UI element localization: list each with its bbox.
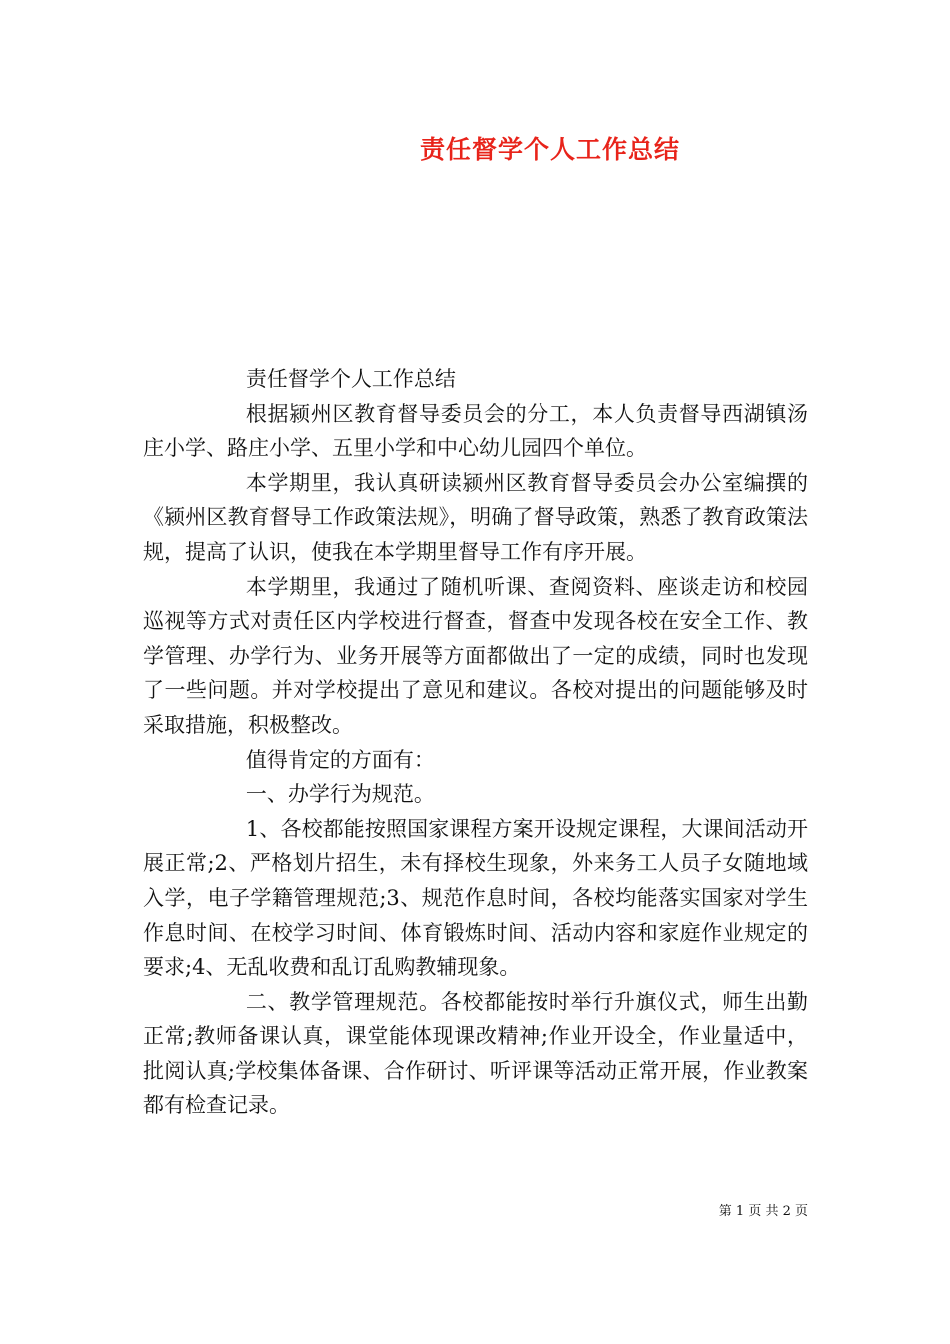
body-paragraph: 值得肯定的方面有： [245, 747, 435, 772]
body-paragraph: 根据颍州区教育督导委员会的分工，本人负责督导西湖镇汤庄小学、路庄小学、五里小学和中心幼儿园四个单位。 [143, 401, 808, 461]
body-paragraph: 1、各校都能按照国家课程方案开设规定课程，大课间活动开展正常;2、严格划片招生，未有择校生现象，外来务工人员子女随地域入学，电子学籍管理规范;3、规范作息时间，各校均能落实国家对学生作息时间、在校学习时间、体育锻炼时间、活动内容和家庭作业规定的要求;4、无乱收费和乱订乱购教辅现象。 [143, 816, 808, 980]
subtitle-paragraph: 责任督学个人工作总结 [245, 367, 456, 391]
section-heading: 一、办学行为规范。 [245, 782, 435, 807]
body-paragraph: 二、教学管理规范。各校都能按时举行升旗仪式，师生出勤正常;教师备课认真，课堂能体现课改精神;作业开设全，作业量适中，批阅认真;学校集体备课、合作研讨、听评课等活动正常开展，作业教案都有检查记录。 [143, 989, 808, 1118]
body-paragraph: 本学期里，我通过了随机听课、查阅资料、座谈走访和校园巡视等方式对责任区内学校进行督查，督查中发现各校在安全工作、教学管理、办学行为、业务开展等方面都做出了一定的成绩，同时也发现了一些问题。并对学校提出了意见和建议。各校对提出的问题能够及时采取措施，积极整改。 [143, 574, 808, 737]
document-title: 责任督学个人工作总结 [419, 135, 680, 164]
page-number: 第 1 页 共 2 页 [718, 1204, 808, 1219]
document-body [143, 362, 808, 1123]
body-paragraph: 本学期里，我认真研读颍州区教育督导委员会办公室编撰的《颍州区教育督导工作政策法规》，明确了督导政策，熟悉了教育政策法规，提高了认识，使我在本学期里督导工作有序开展。 [143, 470, 808, 564]
